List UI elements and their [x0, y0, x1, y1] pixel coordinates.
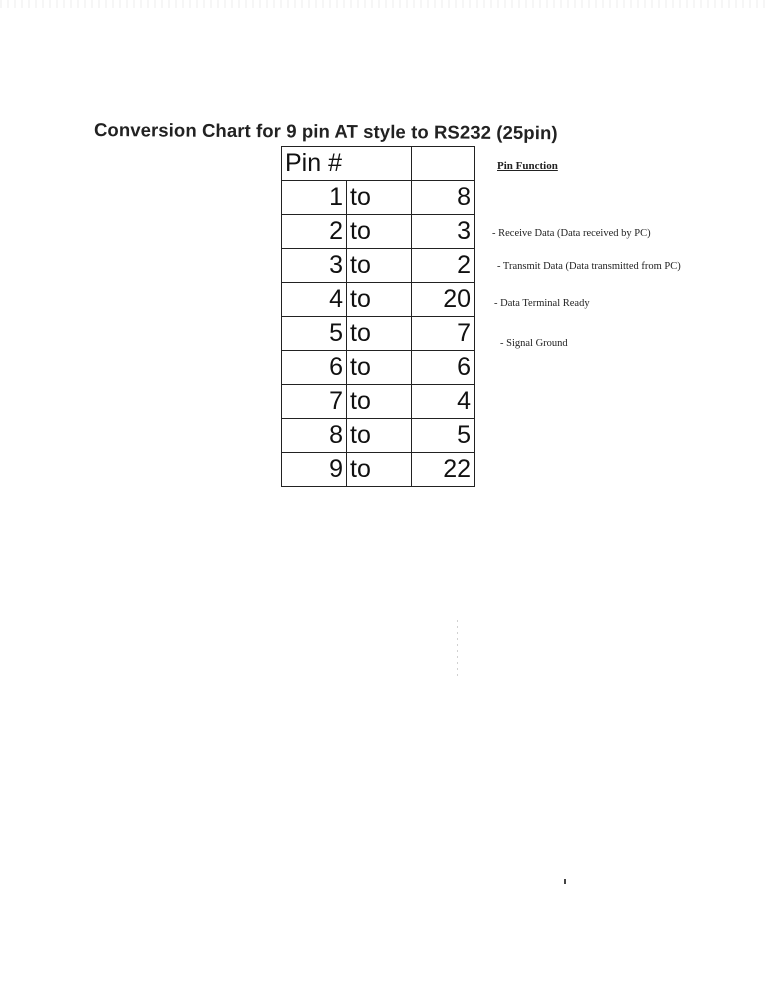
connector-word: to [347, 419, 412, 453]
source-pin: 8 [282, 419, 347, 453]
pin-function-transmit-data: - Transmit Data (Data transmitted from PC) [497, 261, 681, 272]
source-pin: 1 [282, 181, 347, 215]
table-row [282, 385, 475, 419]
pin-conversion-table [281, 146, 475, 487]
target-pin: 20 [412, 283, 475, 317]
connector-word: to [347, 181, 412, 215]
table-row [282, 351, 475, 385]
table-row [282, 181, 475, 215]
pin-function-data-terminal-ready: - Data Terminal Ready [494, 298, 590, 309]
connector-word: to [347, 351, 412, 385]
table-row [282, 215, 475, 249]
table-row [282, 419, 475, 453]
target-pin: 4 [412, 385, 475, 419]
connector-word: to [347, 283, 412, 317]
source-pin: 5 [282, 317, 347, 351]
target-pin: 6 [412, 351, 475, 385]
source-pin: 4 [282, 283, 347, 317]
page-title: Conversion Chart for 9 pin AT style to RS232 (25pin) [93, 119, 558, 144]
scan-artifact-line [457, 620, 458, 680]
target-pin: 5 [412, 419, 475, 453]
source-pin: 6 [282, 351, 347, 385]
connector-word: to [347, 215, 412, 249]
target-pin: 2 [412, 249, 475, 283]
source-pin: 3 [282, 249, 347, 283]
target-pin: 22 [412, 453, 475, 487]
blank-header-cell [412, 147, 475, 181]
connector-word: to [347, 385, 412, 419]
pin-number-header: Pin # [282, 147, 412, 181]
connector-word: to [347, 317, 412, 351]
target-pin: 8 [412, 181, 475, 215]
target-pin: 7 [412, 317, 475, 351]
connector-word: to [347, 453, 412, 487]
table-header-row [282, 147, 475, 181]
pin-function-receive-data: - Receive Data (Data received by PC) [492, 228, 651, 239]
table-row [282, 283, 475, 317]
table-row [282, 249, 475, 283]
pin-function-signal-ground: - Signal Ground [500, 338, 568, 349]
source-pin: 7 [282, 385, 347, 419]
scan-speck [564, 879, 566, 884]
pin-function-heading: Pin Function [497, 160, 558, 172]
connector-word: to [347, 249, 412, 283]
source-pin: 2 [282, 215, 347, 249]
target-pin: 3 [412, 215, 475, 249]
table-row [282, 453, 475, 487]
scan-noise-strip [0, 0, 768, 8]
table-row [282, 317, 475, 351]
source-pin: 9 [282, 453, 347, 487]
